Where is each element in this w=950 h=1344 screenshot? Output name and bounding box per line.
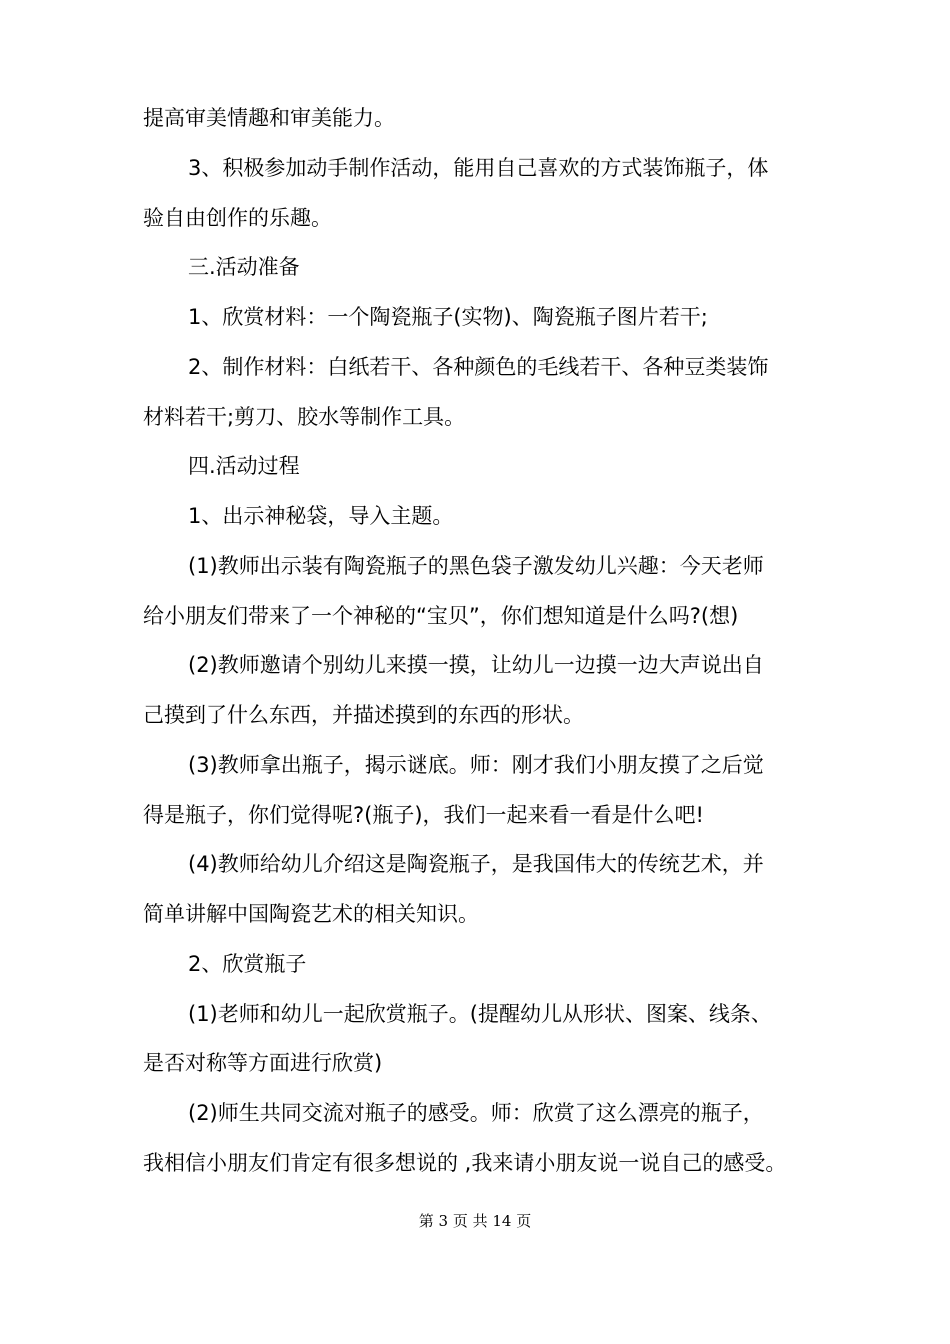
page-number-footer: 第 3 页 共 14 页 xyxy=(418,1212,532,1230)
paragraph-line: 验自由创作的乐趣。 xyxy=(143,206,332,230)
paragraph-line: 1、欣赏材料：一个陶瓷瓶子(实物)、陶瓷瓶子图片若干; xyxy=(188,305,708,329)
section-heading: 四.活动过程 xyxy=(188,454,300,478)
paragraph-line: 简单讲解中国陶瓷艺术的相关知识。 xyxy=(143,902,479,926)
paragraph-line: 3、积极参加动手制作活动，能用自己喜欢的方式装饰瓶子，体 xyxy=(188,156,769,180)
section-heading: 2、欣赏瓶子 xyxy=(188,952,307,976)
paragraph-line: (2)师生共同交流对瓶子的感受。师：欣赏了这么漂亮的瓶子， xyxy=(188,1101,764,1125)
paragraph-line: 给小朋友们带来了一个神秘的“宝贝”，你们想知道是什么吗?(想) xyxy=(143,604,739,628)
paragraph-line: 提高审美情趣和审美能力。 xyxy=(143,106,395,130)
paragraph-line: (3)教师拿出瓶子，揭示谜底。师：刚才我们小朋友摸了之后觉 xyxy=(188,753,764,777)
paragraph-line: (2)教师邀请个别幼儿来摸一摸，让幼儿一边摸一边大声说出自 xyxy=(188,653,764,677)
paragraph-line: 材料若干;剪刀、胶水等制作工具。 xyxy=(143,405,466,429)
paragraph-line: (4)教师给幼儿介绍这是陶瓷瓶子，是我国伟大的传统艺术，并 xyxy=(188,852,764,876)
paragraph-line: (1)老师和幼儿一起欣赏瓶子。(提醒幼儿从形状、图案、线条、 xyxy=(188,1002,772,1026)
paragraph-line: 1、出示神秘袋，导入主题。 xyxy=(188,504,454,528)
paragraph-line: 己摸到了什么东西，并描述摸到的东西的形状。 xyxy=(143,703,584,727)
paragraph-line: 是否对称等方面进行欣赏) xyxy=(143,1051,383,1075)
paragraph-line: 2、制作材料：白纸若干、各种颜色的毛线若干、各种豆类装饰 xyxy=(188,355,769,379)
paragraph-line: 我相信小朋友们肯定有很多想说的 ,我来请小朋友说一说自己的感受。 xyxy=(143,1151,787,1175)
section-heading: 三.活动准备 xyxy=(188,255,300,279)
paragraph-line: 得是瓶子，你们觉得呢?(瓶子)，我们一起来看一看是什么吧! xyxy=(143,803,704,827)
paragraph-line: (1)教师出示装有陶瓷瓶子的黑色袋子激发幼儿兴趣：今天老师 xyxy=(188,554,764,578)
